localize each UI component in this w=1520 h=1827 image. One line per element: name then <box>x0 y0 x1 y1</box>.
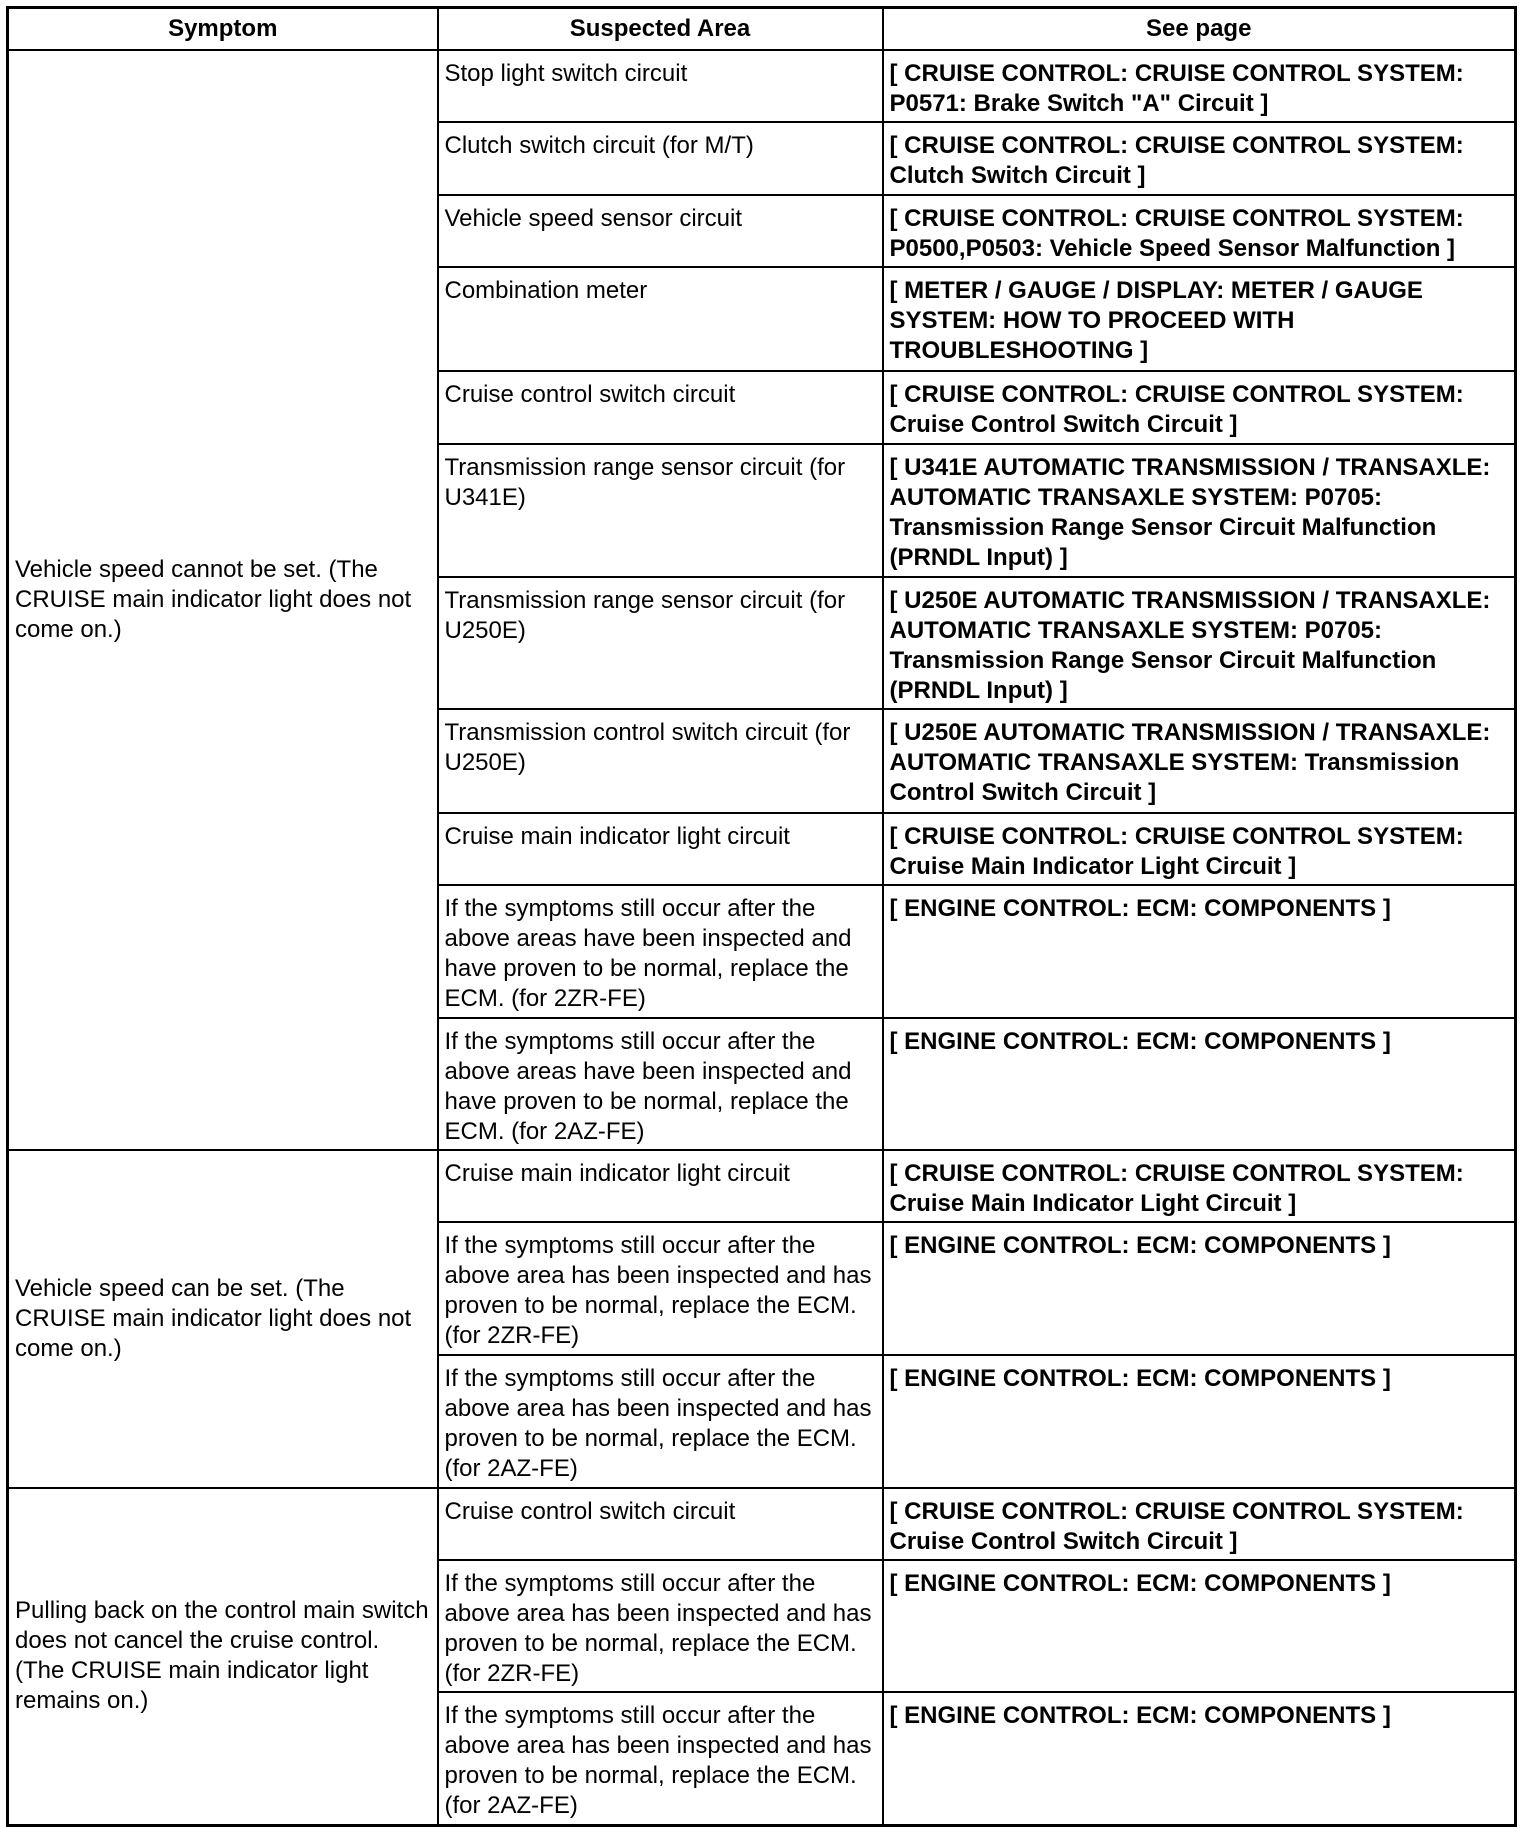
see-page-link[interactable]: [ U250E AUTOMATIC TRANSMISSION / TRANSAXLE: AUTOMATIC TRANSAXLE SYSTEM: P0705: Transmission Range Sensor Circuit Malfunction (PRNDL Input) ] <box>883 577 1516 709</box>
see-page-link[interactable]: [ CRUISE CONTROL: CRUISE CONTROL SYSTEM: P0500,P0503: Vehicle Speed Sensor Malfunction ] <box>883 195 1516 267</box>
troubleshooting-table-container <box>6 6 1514 1827</box>
suspected-area-cell: Cruise control switch circuit <box>438 371 883 444</box>
troubleshooting-table <box>6 6 1517 1827</box>
see-page-link[interactable]: [ METER / GAUGE / DISPLAY: METER / GAUGE SYSTEM: HOW TO PROCEED WITH TROUBLESHOOTING ] <box>883 267 1516 371</box>
suspected-area-cell: If the symptoms still occur after the above areas have been inspected and have proven to be normal, replace the ECM. (for 2AZ-FE) <box>438 1018 883 1150</box>
symptom-cell: Vehicle speed cannot be set. (The CRUISE main indicator light does not come on.) <box>8 50 438 1150</box>
suspected-area-cell: If the symptoms still occur after the above area has been inspected and has proven to be normal, replace the ECM. (for 2AZ-FE) <box>438 1355 883 1488</box>
see-page-link[interactable]: [ U341E AUTOMATIC TRANSMISSION / TRANSAXLE: AUTOMATIC TRANSAXLE SYSTEM: P0705: Transmission Range Sensor Circuit Malfunction (PRNDL Input) ] <box>883 444 1516 577</box>
see-page-link[interactable]: [ ENGINE CONTROL: ECM: COMPONENTS ] <box>883 885 1516 1018</box>
header-symptom: Symptom <box>8 8 438 51</box>
see-page-link[interactable]: [ ENGINE CONTROL: ECM: COMPONENTS ] <box>883 1355 1516 1488</box>
see-page-link[interactable]: [ ENGINE CONTROL: ECM: COMPONENTS ] <box>883 1018 1516 1150</box>
see-page-link[interactable]: [ U250E AUTOMATIC TRANSMISSION / TRANSAXLE: AUTOMATIC TRANSAXLE SYSTEM: Transmission Control Switch Circuit ] <box>883 709 1516 813</box>
suspected-area-cell: If the symptoms still occur after the above areas have been inspected and have proven to be normal, replace the ECM. (for 2ZR-FE) <box>438 885 883 1018</box>
see-page-link[interactable]: [ CRUISE CONTROL: CRUISE CONTROL SYSTEM: Cruise Main Indicator Light Circuit ] <box>883 1150 1516 1222</box>
suspected-area-cell: Stop light switch circuit <box>438 50 883 122</box>
header-suspected-area: Suspected Area <box>438 8 883 51</box>
table-row <box>8 1150 1516 1222</box>
table-row <box>8 1488 1516 1560</box>
suspected-area-cell: Clutch switch circuit (for M/T) <box>438 122 883 195</box>
suspected-area-cell: Cruise main indicator light circuit <box>438 1150 883 1222</box>
suspected-area-cell: Transmission range sensor circuit (for U341E) <box>438 444 883 577</box>
header-see-page: See page <box>883 8 1516 51</box>
suspected-area-cell: Transmission control switch circuit (for U250E) <box>438 709 883 813</box>
suspected-area-cell: If the symptoms still occur after the above area has been inspected and has proven to be normal, replace the ECM. (for 2AZ-FE) <box>438 1692 883 1825</box>
suspected-area-cell: If the symptoms still occur after the above area has been inspected and has proven to be normal, replace the ECM. (for 2ZR-FE) <box>438 1560 883 1692</box>
suspected-area-cell: Combination meter <box>438 267 883 371</box>
see-page-link[interactable]: [ ENGINE CONTROL: ECM: COMPONENTS ] <box>883 1560 1516 1692</box>
see-page-link[interactable]: [ ENGINE CONTROL: ECM: COMPONENTS ] <box>883 1692 1516 1825</box>
symptom-cell: Vehicle speed can be set. (The CRUISE main indicator light does not come on.) <box>8 1150 438 1488</box>
suspected-area-cell: Transmission range sensor circuit (for U250E) <box>438 577 883 709</box>
see-page-link[interactable]: [ CRUISE CONTROL: CRUISE CONTROL SYSTEM: Cruise Control Switch Circuit ] <box>883 1488 1516 1560</box>
suspected-area-cell: Cruise main indicator light circuit <box>438 813 883 885</box>
see-page-link[interactable]: [ ENGINE CONTROL: ECM: COMPONENTS ] <box>883 1222 1516 1355</box>
suspected-area-cell: Vehicle speed sensor circuit <box>438 195 883 267</box>
see-page-link[interactable]: [ CRUISE CONTROL: CRUISE CONTROL SYSTEM: P0571: Brake Switch "A" Circuit ] <box>883 50 1516 122</box>
see-page-link[interactable]: [ CRUISE CONTROL: CRUISE CONTROL SYSTEM: Clutch Switch Circuit ] <box>883 122 1516 195</box>
table-header-row <box>8 8 1516 51</box>
symptom-cell: Pulling back on the control main switch does not cancel the cruise control. (The CRUISE main indicator light remains on.) <box>8 1488 438 1825</box>
see-page-link[interactable]: [ CRUISE CONTROL: CRUISE CONTROL SYSTEM: Cruise Control Switch Circuit ] <box>883 371 1516 444</box>
see-page-link[interactable]: [ CRUISE CONTROL: CRUISE CONTROL SYSTEM: Cruise Main Indicator Light Circuit ] <box>883 813 1516 885</box>
table-row <box>8 50 1516 122</box>
suspected-area-cell: Cruise control switch circuit <box>438 1488 883 1560</box>
suspected-area-cell: If the symptoms still occur after the above area has been inspected and has proven to be normal, replace the ECM. (for 2ZR-FE) <box>438 1222 883 1355</box>
